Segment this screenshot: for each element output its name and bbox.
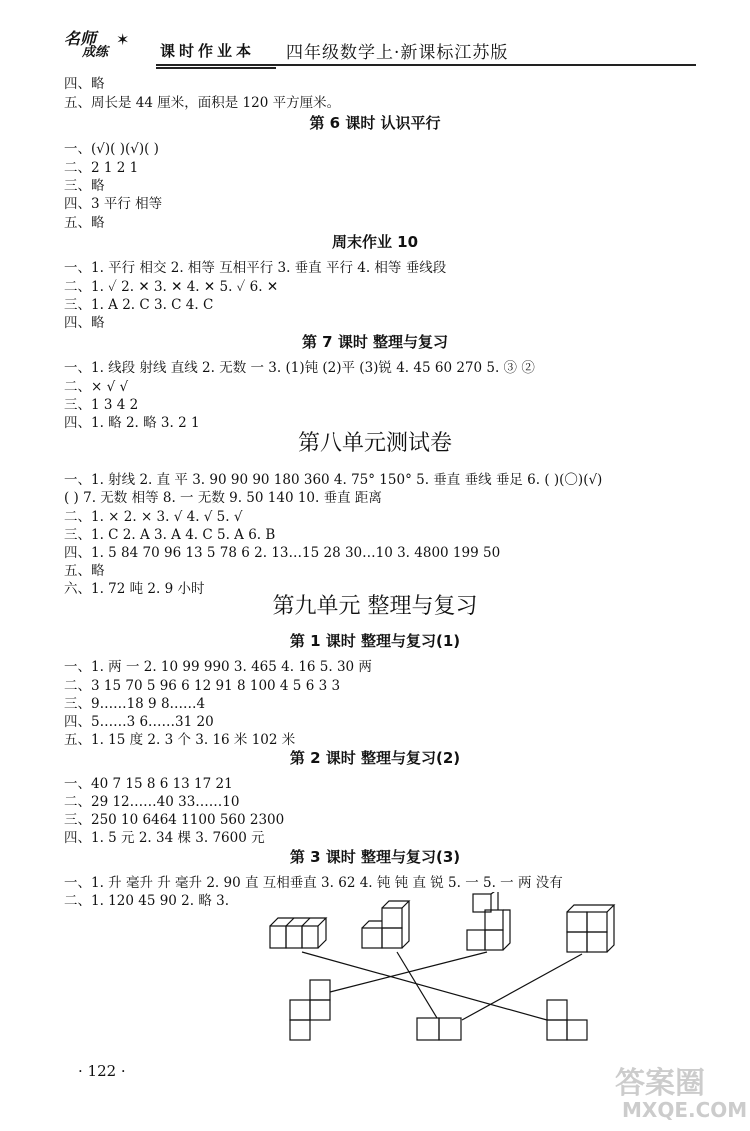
logo-line2: 成练 <box>82 45 109 60</box>
answer-line: 五、略 <box>64 215 105 231</box>
answer-line: 三、略 <box>64 178 105 194</box>
cube-matching-figure <box>262 892 622 1052</box>
answer-line: 一、1. 射线 2. 直 平 3. 90 90 90 180 360 4. 75° 150° 5. 垂直 垂线 垂足 6. ( )(〇)(√) <box>64 472 603 488</box>
header-rule <box>156 64 696 66</box>
answer-line: 一、40 7 15 8 6 13 17 21 <box>64 776 233 792</box>
view-1 <box>290 980 330 1040</box>
answer-line: 二、1. ✓ 2. ✕ 3. ✕ 4. ✕ 5. ✓ 6. ✕ <box>64 279 279 295</box>
section-title: 第 6 课时 认识平行 <box>309 114 441 132</box>
answer-line: 二、1. 120 45 90 2. 略 3. <box>64 893 230 909</box>
answer-line: 三、1 3 4 2 <box>64 397 139 413</box>
answer-line: 五、周长是 44 厘米，面积是 120 平方厘米。 <box>64 95 341 111</box>
section-title: 第 2 课时 整理与复习(2) <box>289 749 461 767</box>
answer-line: ( ) 7. 无数 相等 8. 一 无数 9. 50 140 10. 垂直 距离 <box>64 490 382 506</box>
answer-line: 二、1. × 2. × 3. √ 4. √ 5. √ <box>64 509 243 525</box>
unit-title: 第八单元测试卷 <box>297 431 452 456</box>
view-2 <box>417 1018 461 1040</box>
connector-line <box>302 952 547 1020</box>
star-icon: ✶ <box>116 30 130 49</box>
view-3 <box>547 1000 587 1040</box>
solid-1 <box>270 918 326 948</box>
answer-line: 二、3 15 70 5 96 6 12 91 8 100 4 5 6 3 3 <box>64 678 341 694</box>
series-title: 课时作业本 <box>160 42 256 60</box>
answer-line: 一、1. 平行 相交 2. 相等 互相平行 3. 垂直 平行 4. 相等 垂线段 <box>64 260 447 276</box>
answer-line: 三、1. A 2. C 3. C 4. C <box>64 297 214 313</box>
answer-line: 四、1. 略 2. 略 3. 2 1 <box>64 415 200 431</box>
connector-line <box>462 954 582 1020</box>
connector-line <box>330 952 487 992</box>
answer-line: 三、250 10 6464 1100 560 2300 <box>64 812 285 828</box>
answer-line: 二、× √ √ <box>64 379 129 395</box>
logo <box>64 29 109 60</box>
watermark: 答案圈 <box>615 1066 705 1101</box>
answer-line: 六、1. 72 吨 2. 9 小时 <box>64 581 205 597</box>
answer-line: 四、1. 5 元 2. 34 棵 3. 7600 元 <box>64 830 265 846</box>
answer-line: 四、5……3 6……31 20 <box>64 714 214 730</box>
answer-line: 四、3 平行 相等 <box>64 196 163 212</box>
section-title: 第 3 课时 整理与复习(3) <box>289 848 461 866</box>
answer-line: 五、略 <box>64 563 105 579</box>
answer-line: 五、1. 15 度 2. 3 个 3. 16 米 102 米 <box>64 732 296 748</box>
answer-line: 三、9……18 9 8……4 <box>64 696 206 712</box>
connector-line <box>397 952 437 1018</box>
answer-line: 四、1. 5 84 70 96 13 5 78 6 2. 13…15 28 30…10 3. 4800 199 50 <box>64 545 501 561</box>
answer-line: 一、1. 升 毫升 升 毫升 2. 90 直 互相垂直 3. 62 4. 钝 钝 直 锐 5. 一 5. 一 两 没有 <box>64 875 563 891</box>
solid-2 <box>362 901 409 948</box>
section-title: 第 1 课时 整理与复习(1) <box>289 632 461 650</box>
answer-line: 三、1. C 2. A 3. A 4. C 5. A 6. B <box>64 527 276 543</box>
page-header <box>60 30 700 70</box>
answer-line: 一、(√)( )(√)( ) <box>64 141 159 157</box>
header-rule-accent <box>156 67 276 69</box>
answer-line: 四、略 <box>64 76 105 92</box>
solid-3 <box>467 892 510 950</box>
section-title: 周末作业 10 <box>331 233 419 251</box>
answer-line: 一、1. 两 一 2. 10 99 990 3. 465 4. 16 5. 30 两 <box>64 659 372 675</box>
logo-line1: 名师 <box>64 29 97 48</box>
book-title: 四年级数学上·新课标江苏版 <box>286 43 509 63</box>
solid-4 <box>567 905 614 952</box>
section-title: 第 7 课时 整理与复习 <box>301 333 449 351</box>
answer-line: 四、略 <box>64 315 105 331</box>
answer-line: 二、29 12……40 33……10 <box>64 794 240 810</box>
unit-title: 第九单元 整理与复习 <box>272 594 478 619</box>
page-number: · 122 · <box>78 1062 126 1080</box>
answer-line: 一、1. 线段 射线 直线 2. 无数 一 3. (1)钝 (2)平 (3)锐 4. 45 60 270 5. ③ ② <box>64 360 535 376</box>
watermark-url: MXQE.COM <box>622 1098 748 1122</box>
answer-line: 二、2 1 2 1 <box>64 160 139 176</box>
